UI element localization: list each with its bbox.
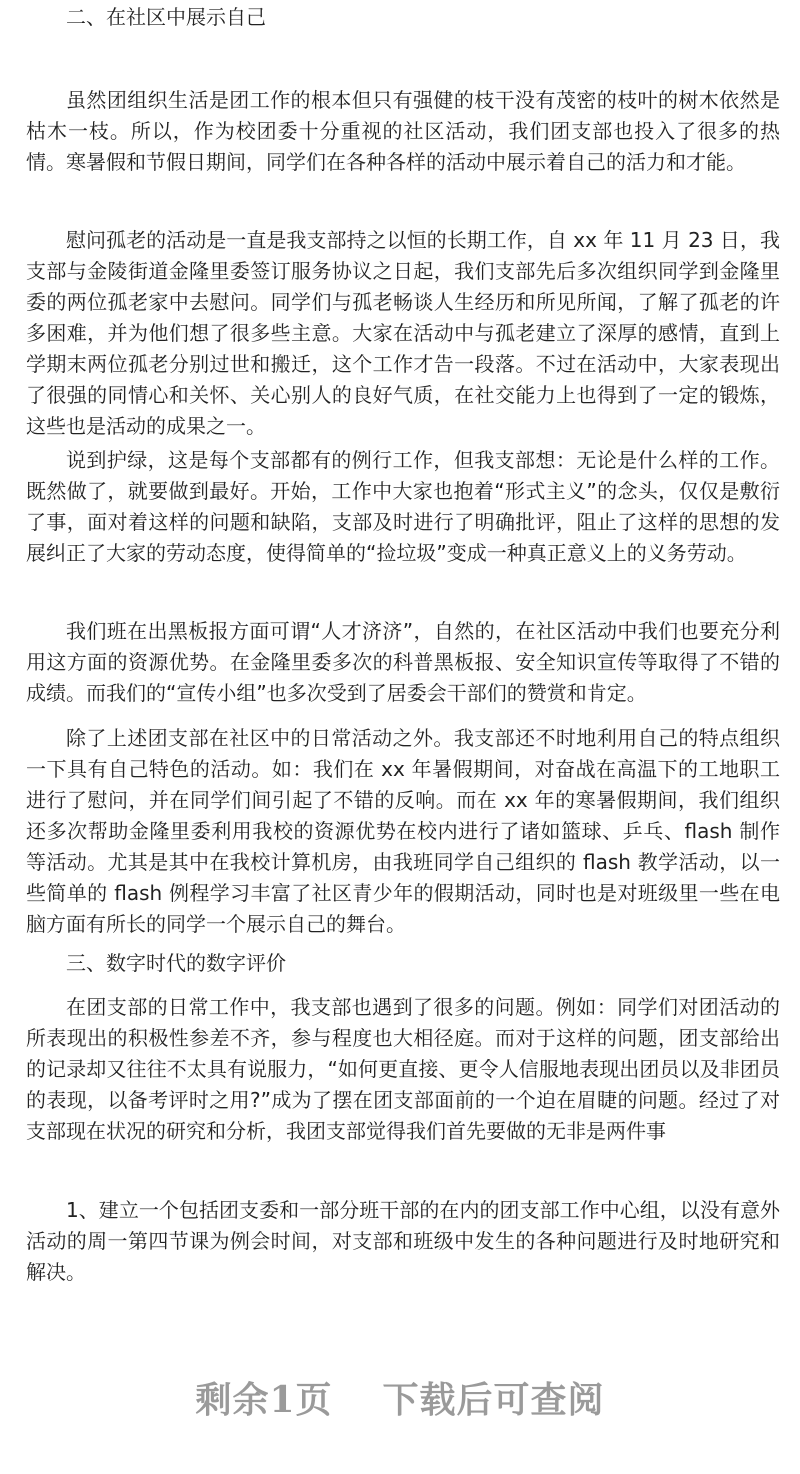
remaining-pages-text: 剩余1页 — [195, 1379, 333, 1421]
paragraph-blackboard: 我们班在出黑板报方面可谓“人才济济”，自然的，在社区活动中我们也要充分利用这方面的资源优势。在金隆里委多次的科普黑板报、安全知识宣传等取得了不错的成绩。而我们的“宣传小组”也多次受到了居委会干部们的赞赏和肯定。 — [26, 619, 780, 705]
paragraph-community-intro: 虽然团组织生活是团工作的根本但只有强健的枝干没有茂密的枝叶的树木依然是枯木一枝。所以，作为校团委十分重视的社区活动，我们团支部也投入了很多的热情。寒暑假和节假日期间，同学们在各种各样的活动中展示着自己的活力和才能。 — [26, 88, 780, 174]
paragraph-visiting-elderly: 慰问孤老的活动是一直是我支部持之以恒的长期工作，自 xx 年 11 月 23 日，我支部与金陵街道金隆里委签订服务协议之日起，我们支部先后多次组织同学到金隆里委的两位孤老家中去慰问。同学们与孤老畅谈人生经历和所见所闻，了解了孤老的许多困难，并为他们想了很多些主意。大家在活动中与孤老建立了深厚的感情，直到上学期末两位孤老分别过世和搬迁，这个工作才告一段落。不过在活动中，大家表现出了很强的同情心和关怀、关心别人的良好气质，在社交能力上也得到了一定的锻炼，这些也是活动的成果之一。 — [26, 228, 780, 438]
download-prompt-overlay[interactable] — [0, 1365, 800, 1435]
paragraph-greening: 说到护绿，这是每个支部都有的例行工作，但我支部想：无论是什么样的工作。既然做了，就要做到最好。开始，工作中大家也抱着“形式主义”的念头，仅仅是敷衍了事，面对着这样的问题和缺陷，支部及时进行了明确批评，阻止了这样的思想的发展纠正了大家的劳动态度，使得简单的“捡垃圾”变成一种真正意义上的义务劳动。 — [26, 448, 780, 565]
paragraph-item-1: 1、建立一个包括团支委和一部分班干部的在内的团支部工作中心组，以没有意外活动的周一第四节课为例会时间，对支部和班级中发生的各种问题进行及时地研究和解决。 — [26, 1198, 780, 1284]
paragraph-special-activities: 除了上述团支部在社区中的日常活动之外。我支部还不时地利用自己的特点组织一下具有自己特色的活动。如：我们在 xx 年暑假期间，对奋战在高温下的工地职工进行了慰问，并在同学们间引起了不错的反响。而在 xx 年的寒暑假期间，我们组织还多次帮助金隆里委利用我校的资源优势在校内进行了诸如篮球、乒乓、flash 制作等活动。尤其是其中在我校计算机房，由我班同学自己组织的 flash 教学活动，以一些简单的 flash 例程学习丰富了社区青少年的假期活动，同时也是对班级里一些在电脑方面有所长的同学一个展示自己的舞台。 — [26, 726, 780, 936]
section-heading-3: 三、数字时代的数字评价 — [66, 951, 286, 975]
paragraph-digital-evaluation: 在团支部的日常工作中，我支部也遇到了很多的问题。例如：同学们对团活动的所表现出的积极性参差不齐，参与程度也大相径庭。而对于这样的问题，团支部给出的记录却又往往不太具有说服力，“如何更直接、更令人信服地表现出团员以及非团员的表现，以备考评时之用?”成为了摆在团支部面前的一个迫在眉睫的问题。经过了对支部现在状况的研究和分析，我团支部觉得我们首先要做的无非是两件事 — [26, 995, 780, 1143]
section-heading-2: 二、在社区中展示自己 — [66, 5, 266, 29]
download-to-view-text: 下载后可查阅 — [382, 1379, 605, 1421]
